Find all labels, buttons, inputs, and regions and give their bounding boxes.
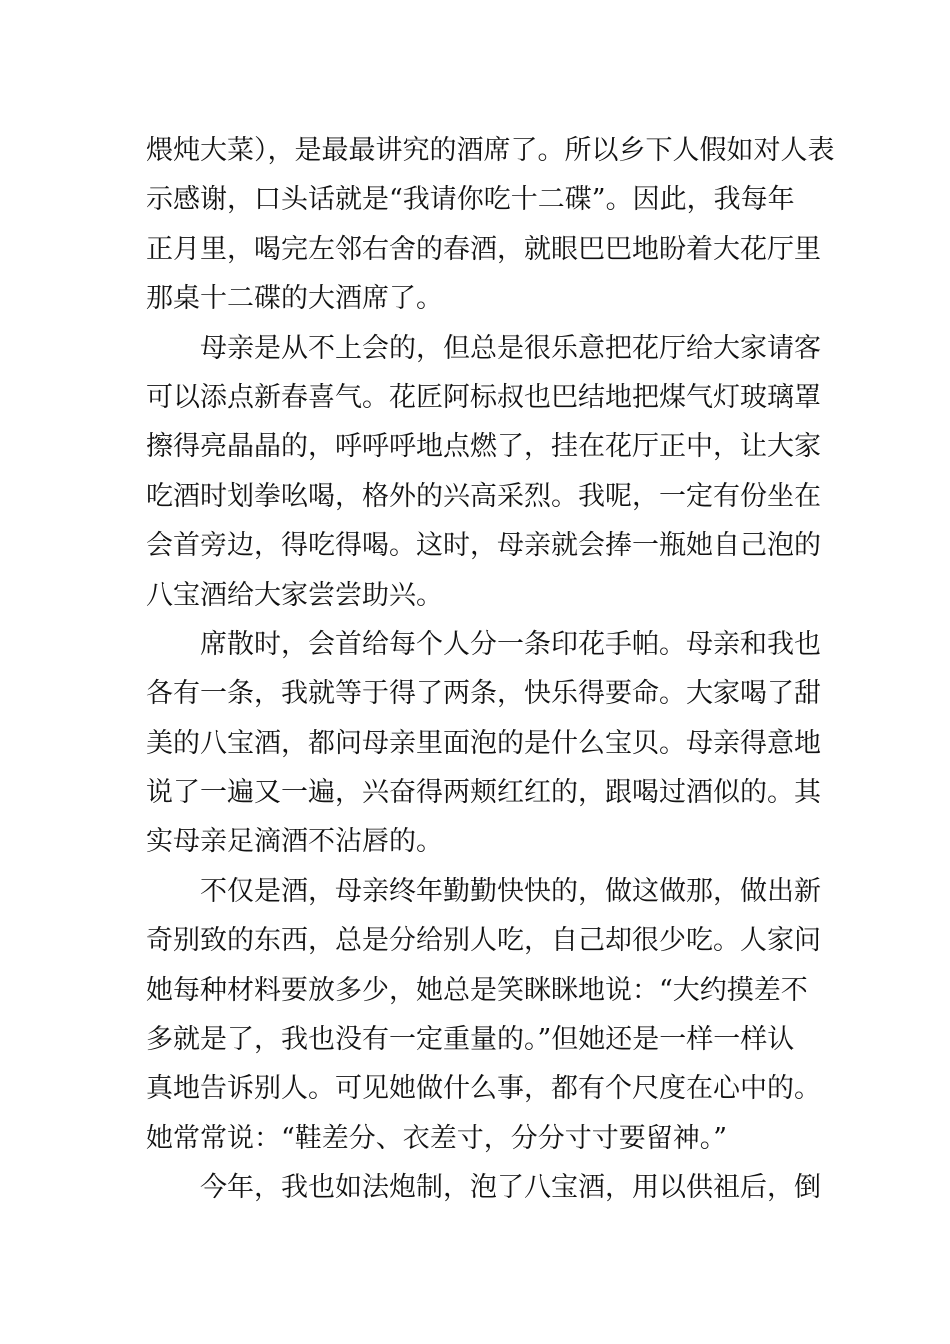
text-line: 说了一遍又一遍，兴奋得两颊红红的，跟喝过酒似的。其 <box>146 777 821 809</box>
text-line: 煨炖大菜），是最最讲究的酒席了。所以乡下人假如对人表 <box>146 135 835 166</box>
text-line: 今年，我也如法炮制，泡了八宝酒，用以供祖后，倒 <box>200 1172 821 1204</box>
paragraph <box>146 126 835 324</box>
text-line: 美的八宝酒，都问母亲里面泡的是什么宝贝。母亲得意地 <box>146 727 821 759</box>
text-line: 真地告诉别人。可见她做什么事，都有个尺度在心中的。 <box>146 1073 821 1105</box>
text-line: 吃酒时划拳吆喝，格外的兴高采烈。我呢，一定有份坐在 <box>146 480 821 512</box>
text-line: 奇别致的东西，总是分给别人吃，自己却很少吃。人家问 <box>146 925 821 957</box>
text-line: 那桌十二碟的大酒席了。 <box>146 283 443 315</box>
text-line: 可以添点新春喜气。花匠阿标叔也巴结地把煤气灯玻璃罩 <box>146 381 821 413</box>
paragraph <box>146 1163 821 1212</box>
text-line: 八宝酒给大家尝尝助兴。 <box>146 579 443 611</box>
text-line: 母亲是从不上会的，但总是很乐意把花厅给大家请客 <box>200 332 821 364</box>
paragraph <box>146 867 821 1163</box>
text-line: 实母亲足滴酒不沾唇的。 <box>146 826 443 858</box>
text-line: 席散时，会首给每个人分一条印花手帕。母亲和我也 <box>200 628 821 660</box>
body-text <box>146 126 835 1213</box>
paragraph <box>146 620 821 867</box>
text-line: 擦得亮晶晶的，呼呼呼地点燃了，挂在花厅正中，让大家 <box>146 431 821 463</box>
text-line: 她每种材料要放多少，她总是笑眯眯地说：“大约摸差不 <box>146 974 808 1006</box>
text-line: 正月里，喝完左邻右舍的春酒，就眼巴巴地盼着大花厅里 <box>146 233 821 265</box>
paragraph <box>146 324 821 620</box>
text-line: 会首旁边，得吃得喝。这时，母亲就会捧一瓶她自己泡的 <box>146 530 821 562</box>
text-line: 各有一条，我就等于得了两条，快乐得要命。大家喝了甜 <box>146 678 821 710</box>
text-line: 不仅是酒，母亲终年勤勤快快的，做这做那，做出新 <box>200 875 821 907</box>
text-line: 她常常说：“鞋差分、衣差寸，分分寸寸要留神。” <box>146 1122 728 1154</box>
text-line: 多就是了，我也没有一定重量的。”但她还是一样一样认 <box>146 1024 795 1056</box>
text-line: 示感谢，口头话就是“我请你吃十二碟”。因此，我每年 <box>146 184 795 216</box>
